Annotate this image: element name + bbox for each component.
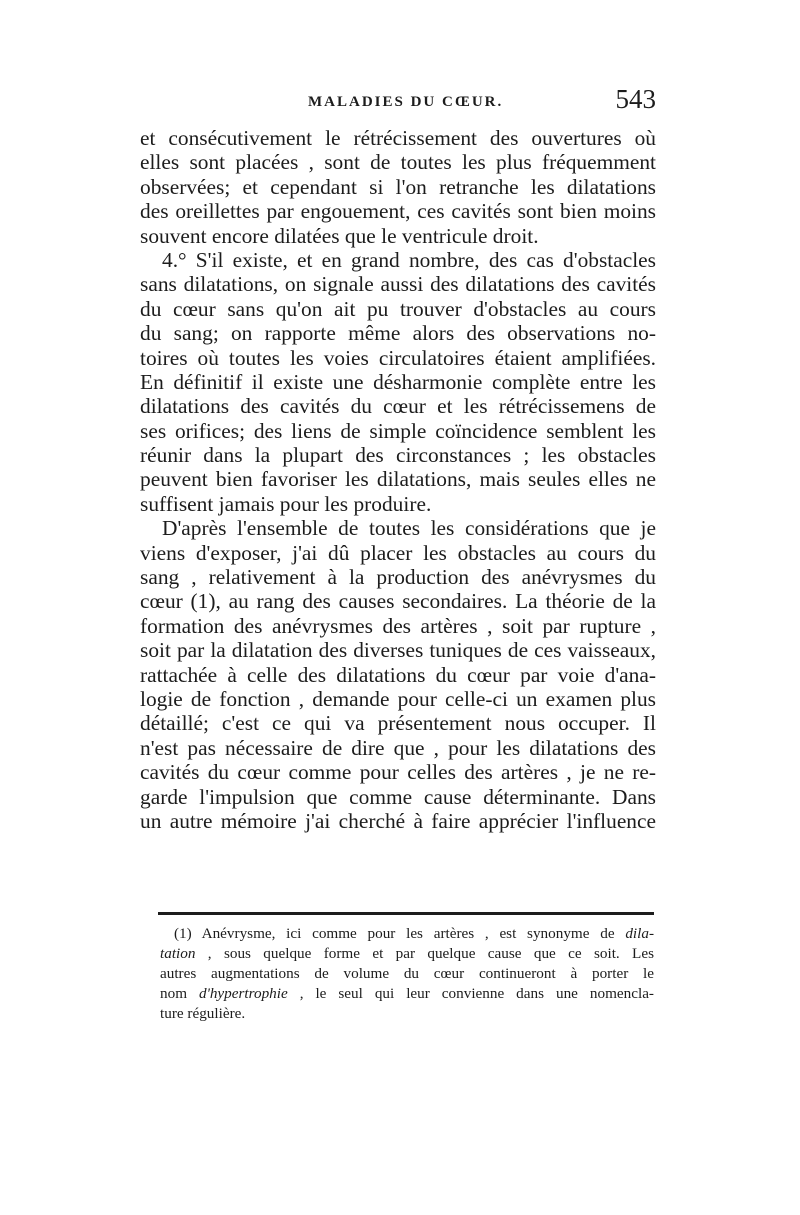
text-line: des oreillettes par engouement, ces cavités sont bien moins [140, 199, 656, 224]
footnote-text: , sous quelque forme et par quelque cause que ce soit. Les [195, 945, 654, 962]
page-number: 543 [615, 84, 656, 114]
footnote-line [160, 944, 654, 964]
text-line: logie de fonction , demande pour celle-ci un examen plus [140, 686, 656, 711]
text-line: sans dilatations, on signale aussi des dilatations des cavités [140, 272, 656, 297]
text-line: n'est pas nécessaire de dire que , pour les dilatations des [140, 735, 656, 760]
text-line: du sang; on rapporte même alors des observations no- [140, 321, 656, 346]
footnote-text: (1) Anévrysme, ici comme pour les artères , est synonyme de [174, 925, 626, 942]
text-line: formation des anévrysmes des artères , soit par rupture , [140, 613, 656, 638]
running-head: MALADIES DU CŒUR. [308, 94, 504, 110]
paragraph-start-line: 4.° S'il existe, et en grand nombre, des cas d'obstacles [162, 247, 656, 272]
text-line: et consécutivement le rétrécissement des ouvertures où [140, 126, 656, 150]
text-line: ses orifices; des liens de simple coïncidence semblent les [140, 418, 656, 443]
footnote-line [160, 924, 654, 944]
footnote-text: nom [160, 985, 199, 1002]
text-line: cœur (1), au rang des causes secondaires. La théorie de la [140, 589, 656, 614]
footnote-italic-text: dila- [625, 925, 654, 942]
text-line: elles sont placées , sont de toutes les plus fréquemment [140, 150, 656, 175]
text-line: viens d'exposer, j'ai dû placer les obstacles au cours du [140, 540, 656, 565]
text-line: cavités du cœur comme pour celles des artères , je ne re- [140, 760, 656, 785]
text-line: sang , relativement à la production des anévrysmes du [140, 565, 656, 590]
footnote-rule [158, 912, 654, 915]
footnote-italic-text: tation [160, 945, 196, 962]
footnote-italic-text: d'hypertrophie [198, 985, 288, 1002]
text-line: un autre mémoire j'ai cherché à faire apprécier l'influence [140, 808, 656, 833]
text-line: soit par la dilatation des diverses tuniques de ces vaisseaux, [140, 638, 656, 663]
text-line: dilatations des cavités du cœur et les rétrécissemens de [140, 394, 656, 419]
text-line: souvent encore dilatées que le ventricule droit. [140, 223, 539, 248]
text-line: peuvent bien favoriser les dilatations, mais seules elles ne [140, 467, 656, 492]
footnote-text: , le seul qui leur convienne dans une nomencla- [287, 985, 654, 1002]
footnote [160, 924, 654, 1024]
footnote-line: autres augmentations de volume du cœur continueront à porter le [160, 965, 654, 982]
text-line: observées; et cependant si l'on retranche les dilatations [140, 174, 656, 199]
text-line: suffisent jamais pour les produire. [140, 491, 432, 516]
page-header [140, 86, 660, 120]
footnote-line: ture régulière. [160, 1005, 246, 1022]
text-line: détaillé; c'est ce qui va présentement nous occuper. Il [140, 711, 656, 736]
text-line: toires où toutes les voies circulatoires étaient amplifiées. [140, 345, 656, 370]
text-line: rattachée à celle des dilatations du cœur par voie d'ana- [140, 662, 656, 687]
text-line: réunir dans la plupart des circonstances ; les obstacles [140, 443, 656, 468]
paragraph-start-line: D'après l'ensemble de toutes les considérations que je [162, 516, 656, 541]
text-line: En définitif il existe une désharmonie complète entre les [140, 369, 656, 394]
main-text [140, 126, 656, 833]
footnote-line [160, 984, 654, 1004]
text-line: garde l'impulsion que comme cause déterminante. Dans [140, 784, 656, 809]
text-line: du cœur sans qu'on ait pu trouver d'obstacles au cours [140, 296, 656, 321]
